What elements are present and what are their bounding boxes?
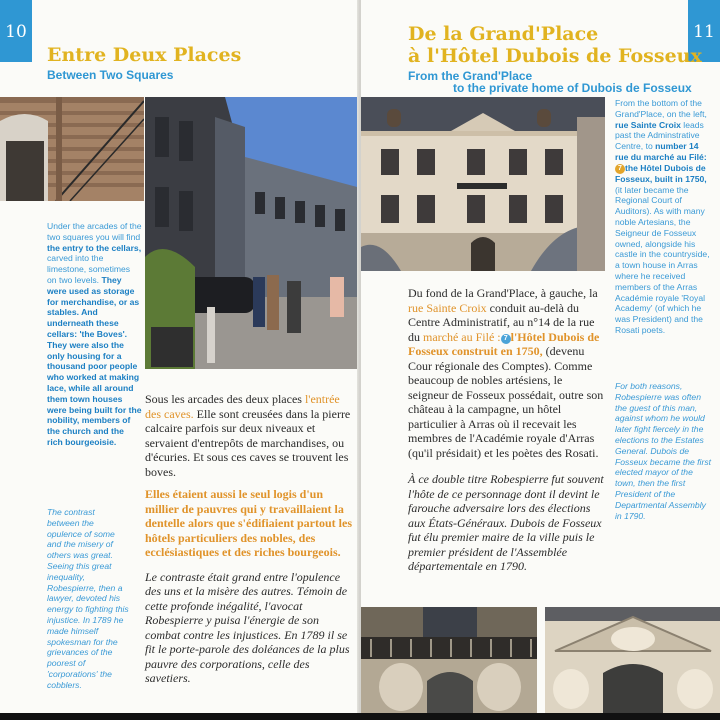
highlight-hotel-dubois: l'Hôtel Dubois de Fosseux construit en 1750, [408, 329, 600, 358]
left-paragraph-2: Elles étaient aussi le seul logis d'un millier de pauvres qui y travaillaient la dentelle alors que s'édifiaient partout les hôtels particuliers des nobles, des ecclésiastiques et des riches bourgeois. [145, 487, 352, 559]
text-run: Sous les arcades des deux places [145, 392, 305, 406]
right-subtitle-line1: From the Grand'Place [408, 69, 533, 83]
sidebar-bold: They were used as storage for merchandise, or as stables. And underneath these cellars: 'the Boves'. They were also the only housing for a thousand poor people who worked at making lace, while all around them town houses were being built for the nobility, members of the church and the rich bourgeoisie. [47, 274, 142, 447]
right-sidebar-english [615, 98, 713, 336]
sidebar-italic-text: The contrast between the opulence of some and the misery of others was great. Seeing this great inequality, Robespierre, then a lawyer, devoted his energy to fighting this injustice. In 1789 he made himself spokesman for the grievances of the poorest of 'corporations' the cobblers. [47, 507, 129, 690]
photo-arcades-street [145, 97, 357, 369]
left-paragraph-3: Le contraste était grand entre l'opulence des uns et la misère des autres. Témoin de cette profonde inégalité, l'avocat Robespierre y puisa l'énergie de son combat contre les injustices. En 1789 il se fit le porte-parole des doléances de la plus pauvre des corporations, celle des savetiers. [145, 569, 350, 685]
map-marker-7-icon: 7 [615, 164, 625, 174]
left-main-text [145, 392, 353, 694]
sidebar-text: leads past the Adminstrative Centre, to [615, 119, 704, 152]
sidebar-text: carved into the limestone, sometimes on two levels. [47, 253, 131, 285]
map-marker-7-icon: 7 [501, 334, 511, 344]
right-paragraph-1 [408, 286, 604, 460]
right-title-line1: De la Grand'Place [408, 23, 599, 45]
sidebar-text: From the bottom of the Grand'Place, on the left, [615, 98, 707, 119]
sidebar-bold: the entry to the cellars, [47, 242, 142, 253]
left-title: Entre Deux Places [47, 44, 242, 66]
sidebar-bold: the Hôtel Dubois de Fosseux, built in 1750, [615, 162, 707, 184]
left-paragraph-1 [145, 392, 353, 479]
page-number-right: 11 [688, 0, 720, 62]
left-sidebar-english [47, 221, 142, 448]
photo-cellar-entrance [0, 97, 144, 201]
right-page [361, 0, 720, 720]
highlight-rue-sainte-croix: rue Sainte Croix [408, 300, 487, 315]
highlight-entry-cellars: l'entrée des caves. [145, 392, 340, 421]
right-title-line2: à l'Hôtel Dubois de Fosseux [408, 45, 702, 67]
sidebar-italic-text: For both reasons, Robespierre was often the guest of this man, against whom he would later fight fiercely in the elections to the Estates General. Dubois de Fosseux became the first elected mayor of the town, then the first President of the Departmental Assembly in 1790. [615, 381, 712, 521]
right-subtitle-line2: to the private home of Dubois de Fosseux [453, 81, 692, 95]
text-run: Du fond de la Grand'Place, à gauche, la [408, 286, 598, 300]
left-subtitle: Between Two Squares [47, 68, 174, 82]
left-page [0, 0, 359, 720]
sidebar-bold: number 14 rue du marché au Filé: [615, 141, 707, 162]
right-sidebar-italic [615, 381, 713, 521]
text-run: conduit au-delà du Centre Administratif, au n°14 de la rue du [408, 300, 595, 344]
right-paragraph-2: À ce double titre Robespierre fut souvent l'hôte de ce personnage dont il devint le farouche adversaire lors des élections aux États-Généraux. Dubois de Fosseux fut élu premier maire de la ville puis le premier président de l'Assemblée départementale en 1790. [408, 472, 604, 573]
photo-facade-balcony [361, 607, 537, 713]
photo-facade-pediment [545, 607, 720, 713]
sidebar-text: (it later became the Regional Court of Auditors). As with many noble Artesians, the Seigneur de Fosseux owned, alongside his castle in the countryside, a town house in Arras where he received members of the Arras Académie royale 'Royal Academy' (of which he was President) and the Rosati poets. [615, 184, 710, 335]
right-main-text [408, 286, 604, 582]
sidebar-bold: rue Sainte Croix [615, 119, 681, 130]
photo-hotel-dubois-de-fosseux [361, 97, 605, 271]
text-run: Elle sont creusées dans la pierre calcaire parfois sur deux niveaux et servaient d'entrepôts de marchandises, ou d'écuries. Et sous ces caves se trouvent les boves. [145, 406, 351, 479]
left-sidebar-italic [47, 507, 129, 691]
scan-bottom-edge [0, 713, 720, 720]
sidebar-text: Under the arcades of the two squares you will find [47, 221, 142, 242]
text-run: (devenu Cour régionale des Comptes). Comme beaucoup de nobles artésiens, le seigneur de Fosseux possédait, outre son château à la campagne, un hôtel particulier à Arras où il recevait les membres de l'Académie royale d'Arras (qu'il présidait) et les poètes des Rosati. [408, 344, 604, 460]
page-number-left: 10 [0, 0, 32, 62]
highlight-marche-au-file: marché au Filé : [423, 329, 501, 344]
